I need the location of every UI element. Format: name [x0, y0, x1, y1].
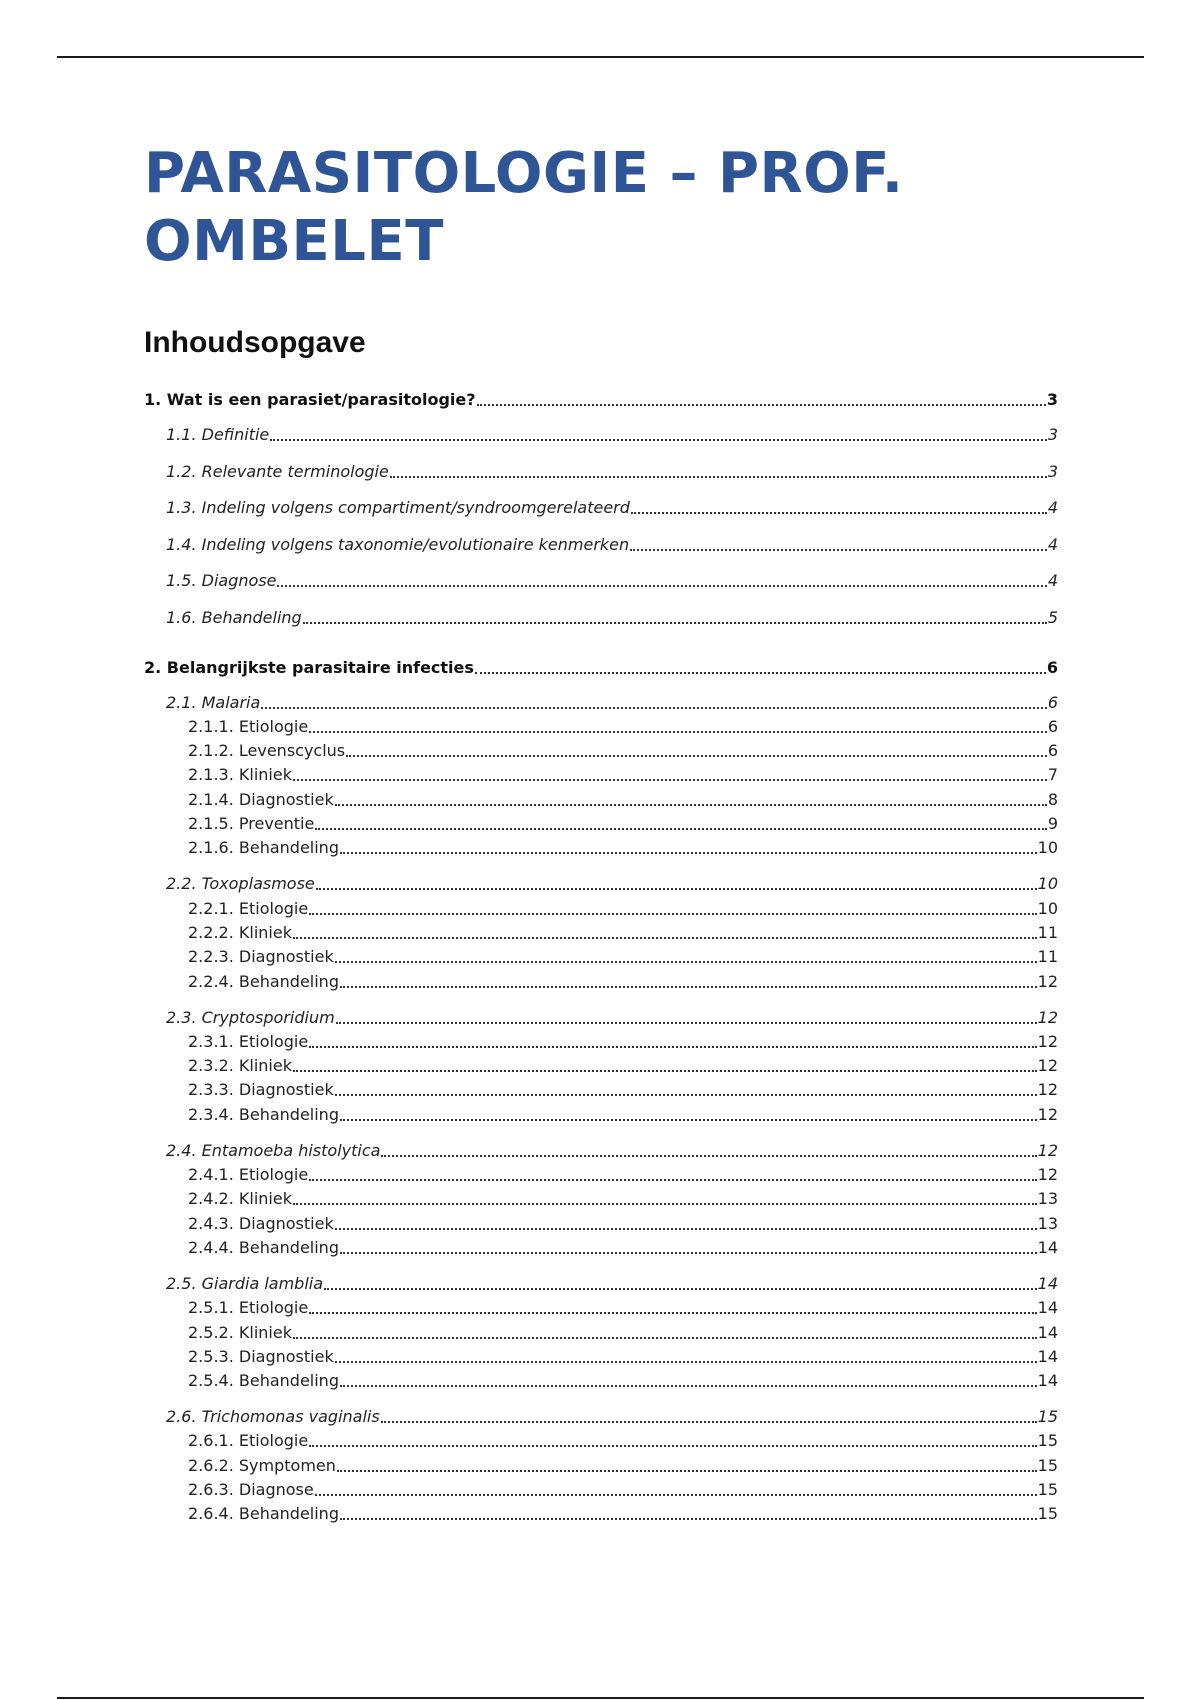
toc-leader-dots [293, 1070, 1037, 1072]
document-title [144, 140, 1104, 276]
toc-entry-label: 2.6.2. Symptomen [188, 1455, 336, 1475]
toc-entry-label: 2.1.4. Diagnostiek [188, 789, 334, 809]
toc-entry-page: 14 [1037, 1298, 1058, 1318]
toc-leader-dots [340, 1385, 1037, 1387]
toc-entry[interactable] [188, 947, 1058, 967]
toc-entry-page: 4 [1047, 571, 1058, 590]
toc-entry[interactable] [188, 1165, 1058, 1185]
toc-entry[interactable] [188, 717, 1058, 737]
toc-entry-label: 1.6. Behandeling [166, 607, 302, 627]
toc-entry[interactable] [188, 972, 1058, 992]
toc-entry-label: 2.4.3. Diagnostiek [188, 1213, 334, 1233]
toc-entry[interactable] [188, 1238, 1058, 1258]
toc-entry-page: 12 [1037, 1007, 1058, 1027]
toc-leader-dots [335, 804, 1047, 806]
header-rule [57, 56, 1144, 58]
toc-entry[interactable] [188, 1105, 1058, 1125]
toc-entry-page: 3 [1047, 461, 1058, 481]
toc-leader-dots [340, 852, 1037, 854]
toc-leader-dots [346, 755, 1047, 757]
toc-entry-page: 15 [1037, 1455, 1058, 1475]
toc-leader-dots [336, 1022, 1037, 1024]
toc-entry-page: 14 [1037, 1371, 1058, 1391]
toc-entry-label: 2.2.4. Behandeling [188, 971, 339, 991]
toc-entry-page: 15 [1037, 1431, 1058, 1451]
toc-entry-label: 2. Belangrijkste parasitaire infecties [144, 657, 474, 677]
toc-entry-page: 4 [1047, 534, 1058, 554]
document-title-line2: OMBELET [144, 209, 444, 274]
toc-entry-page: 6 [1047, 741, 1058, 761]
toc-entry[interactable] [188, 1323, 1058, 1343]
toc-entry-label: 2.4.2. Kliniek [188, 1189, 292, 1209]
toc-entry-page: 12 [1037, 1140, 1058, 1160]
toc-leader-dots [293, 1337, 1037, 1339]
toc-entry-label: 2.4.4. Behandeling [188, 1237, 339, 1257]
toc-entry[interactable] [188, 838, 1058, 858]
toc-entry-page: 10 [1037, 898, 1058, 918]
toc-entry-page: 14 [1037, 1237, 1058, 1257]
toc-entry[interactable] [188, 899, 1058, 919]
toc-entry[interactable] [166, 1141, 1058, 1161]
toc-leader-dots [309, 913, 1036, 915]
toc-entry-label: 2.1.1. Etiologie [188, 716, 309, 736]
toc-entry-page: 6 [1047, 716, 1058, 736]
toc-leader-dots [340, 1119, 1037, 1121]
toc-entry-page: 12 [1037, 1165, 1058, 1184]
toc-leader-dots [335, 1094, 1037, 1096]
toc-heading: Inhoudsopgave [144, 326, 366, 359]
toc-entry-page: 7 [1047, 765, 1058, 785]
toc-entry[interactable] [188, 1347, 1058, 1367]
toc-entry-page: 10 [1037, 838, 1058, 858]
toc-entry[interactable] [188, 1298, 1058, 1318]
toc-leader-dots [475, 672, 1046, 674]
toc-leader-dots [335, 1228, 1037, 1230]
toc-entry-label: 1.2. Relevante terminologie [166, 461, 389, 481]
toc-entry-page: 15 [1037, 1504, 1058, 1524]
toc-entry-page: 6 [1046, 657, 1058, 677]
toc-entry-label: 2.2.3. Diagnostiek [188, 947, 334, 967]
toc-entry-label: 2.6.3. Diagnose [188, 1480, 314, 1499]
toc-entry-page: 5 [1047, 607, 1058, 627]
toc-entry[interactable] [166, 425, 1058, 445]
toc-entry-label: 2.3.4. Behandeling [188, 1104, 339, 1124]
toc-entry-page: 14 [1037, 1273, 1058, 1293]
toc-entry[interactable] [188, 1371, 1058, 1391]
toc-entry-page: 14 [1037, 1346, 1058, 1366]
toc-leader-dots [390, 476, 1047, 478]
toc-leader-dots [381, 1421, 1037, 1423]
toc-entry[interactable] [188, 1056, 1058, 1076]
toc-leader-dots [277, 585, 1046, 587]
toc-entry-label: 2.1.3. Kliniek [188, 765, 292, 785]
toc-entry-label: 2.4.1. Etiologie [188, 1165, 309, 1184]
toc-leader-dots [477, 404, 1046, 406]
toc-entry[interactable] [188, 1032, 1058, 1052]
toc-entry-page: 12 [1037, 1056, 1058, 1076]
toc-leader-dots [337, 1470, 1037, 1472]
toc-entry[interactable] [188, 765, 1058, 785]
toc-entry[interactable] [166, 462, 1058, 482]
toc-entry-page: 12 [1037, 1031, 1058, 1051]
toc-entry[interactable] [166, 498, 1058, 518]
toc-entry-label: 2.4. Entamoeba histolytica [166, 1140, 381, 1160]
toc-entry-page: 12 [1037, 971, 1058, 991]
toc-entry-label: 2.6.1. Etiologie [188, 1431, 309, 1451]
toc-leader-dots [630, 549, 1047, 551]
toc-entry-label: 2.5.1. Etiologie [188, 1298, 309, 1318]
toc-leader-dots [340, 986, 1037, 988]
toc-entry[interactable] [188, 790, 1058, 810]
toc-leader-dots [631, 512, 1047, 514]
toc-entry-page: 11 [1037, 922, 1058, 942]
toc-entry-label: 2.6.4. Behandeling [188, 1504, 339, 1524]
toc-entry[interactable] [188, 1080, 1058, 1100]
toc-entry-label: 2.5.3. Diagnostiek [188, 1346, 334, 1366]
toc-leader-dots [309, 1179, 1036, 1181]
toc-entry[interactable] [188, 1504, 1058, 1524]
toc-leader-dots [261, 707, 1047, 709]
toc-entry[interactable] [166, 1274, 1058, 1294]
toc-leader-dots [309, 1312, 1036, 1314]
toc-entry[interactable] [188, 923, 1058, 943]
toc-leader-dots [293, 779, 1047, 781]
toc-entry[interactable] [188, 1480, 1058, 1500]
toc-entry-label: 2.1.6. Behandeling [188, 838, 339, 858]
toc-entry[interactable] [188, 741, 1058, 761]
toc-entry-label: 2.3. Cryptosporidium [166, 1007, 335, 1027]
toc-entry-label: 2.1. Malaria [166, 692, 261, 712]
toc-entry[interactable] [188, 814, 1058, 834]
toc-entry-page: 15 [1037, 1480, 1058, 1499]
toc-entry-label: 2.3.2. Kliniek [188, 1056, 292, 1076]
toc-leader-dots [309, 731, 1047, 733]
toc-leader-dots [309, 1046, 1036, 1048]
toc-entry-label: 2.3.3. Diagnostiek [188, 1080, 334, 1100]
toc-entry-label: 1.3. Indeling volgens compartiment/syndroomgerelateerd [166, 498, 630, 517]
toc-entry[interactable] [166, 1008, 1058, 1028]
toc-entry-label: 2.1.5. Preventie [188, 814, 315, 833]
toc-leader-dots [316, 888, 1037, 890]
toc-entry-label: 2.5. Giardia lamblia [166, 1273, 324, 1293]
toc-leader-dots [315, 1494, 1037, 1496]
toc-entry-label: 2.2.2. Kliniek [188, 922, 292, 942]
toc-entry[interactable] [188, 1456, 1058, 1476]
toc-entry[interactable] [144, 658, 1058, 678]
toc-entry-page: 12 [1037, 1080, 1058, 1100]
footer-rule [57, 1697, 1144, 1699]
toc-entry-page: 3 [1046, 390, 1058, 409]
toc-leader-dots [381, 1155, 1036, 1157]
toc-leader-dots [340, 1518, 1037, 1520]
toc-leader-dots [335, 961, 1037, 963]
toc-entry-page: 6 [1047, 692, 1058, 712]
toc-leader-dots [340, 1252, 1037, 1254]
toc-entry-label: 1.4. Indeling volgens taxonomie/evolutionaire kenmerken [166, 534, 630, 554]
toc-entry-label: 2.5.4. Behandeling [188, 1371, 339, 1391]
toc-entry-page: 11 [1037, 947, 1058, 967]
toc-leader-dots [293, 937, 1037, 939]
toc-entry[interactable] [166, 571, 1058, 591]
toc-entry[interactable] [166, 608, 1058, 628]
toc-leader-dots [315, 828, 1046, 830]
toc-entry-label: 2.5.2. Kliniek [188, 1322, 292, 1342]
toc-entry-label: 1. Wat is een parasiet/parasitologie? [144, 390, 476, 409]
toc-entry-page: 10 [1037, 874, 1058, 894]
toc-entry-label: 2.2. Toxoplasmose [166, 874, 315, 894]
toc-leader-dots [270, 439, 1047, 441]
toc-leader-dots [309, 1445, 1036, 1447]
toc-entry-label: 2.3.1. Etiologie [188, 1031, 309, 1051]
toc-entry-page: 3 [1047, 425, 1058, 444]
toc-entry[interactable] [188, 1189, 1058, 1209]
toc-entry-label: 2.2.1. Etiologie [188, 898, 309, 918]
toc-entry[interactable] [144, 390, 1058, 410]
toc-entry-label: 2.1.2. Levenscyclus [188, 741, 346, 761]
toc-entry-label: 1.5. Diagnose [166, 571, 277, 590]
toc-entry[interactable] [188, 1214, 1058, 1234]
toc-entry[interactable] [166, 693, 1058, 713]
toc-leader-dots [324, 1288, 1037, 1290]
toc-entry[interactable] [166, 535, 1058, 555]
toc-entry-label: 2.6. Trichomonas vaginalis [166, 1407, 380, 1427]
toc-entry-page: 8 [1047, 789, 1058, 809]
toc-entry-page: 14 [1037, 1322, 1058, 1342]
document-title-line1: PARASITOLOGIE – PROF. [144, 141, 904, 206]
toc-entry[interactable] [166, 1407, 1058, 1427]
toc-entry-page: 15 [1037, 1407, 1058, 1427]
toc-entry-page: 9 [1047, 814, 1058, 833]
toc-entry-page: 4 [1047, 498, 1058, 517]
toc-entry-page: 13 [1037, 1189, 1058, 1209]
toc-entry-page: 13 [1037, 1213, 1058, 1233]
toc-leader-dots [303, 622, 1047, 624]
toc-leader-dots [335, 1361, 1037, 1363]
toc-entry-page: 12 [1037, 1104, 1058, 1124]
toc-leader-dots [293, 1203, 1037, 1205]
toc-entry-label: 1.1. Definitie [166, 425, 270, 444]
toc-entry[interactable] [188, 1431, 1058, 1451]
toc-entry[interactable] [166, 874, 1058, 894]
